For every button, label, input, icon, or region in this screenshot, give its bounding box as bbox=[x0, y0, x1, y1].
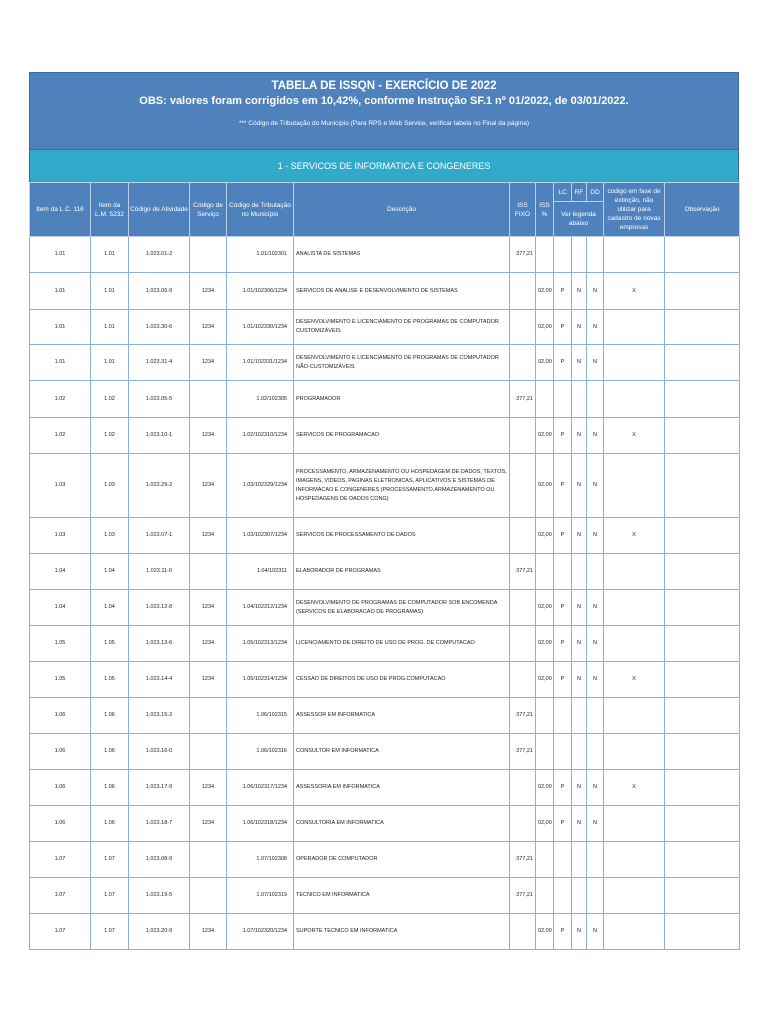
cell-rf: N bbox=[572, 518, 587, 554]
cell-iss-pct bbox=[536, 734, 554, 770]
cell-cod-tributacao: 1.07/102320/1234 bbox=[227, 914, 294, 950]
cell-rf bbox=[572, 698, 587, 734]
cell-item-lm: 1.04 bbox=[91, 590, 129, 626]
cell-descricao: OPERADOR DE COMPUTADOR bbox=[294, 842, 510, 878]
cell-extincao: X bbox=[604, 273, 665, 310]
cell-extincao bbox=[604, 310, 665, 345]
cell-item-lm: 1.02 bbox=[91, 381, 129, 418]
cell-descricao: CESSAO DE DIREITOS DE USO DE PROG.COMPUTACAO bbox=[294, 662, 510, 698]
cell-cod-atividade: 1.023.06-9 bbox=[129, 273, 190, 310]
col-cod-atividade: Código de Atividade bbox=[129, 183, 190, 237]
cell-iss-fixo bbox=[510, 454, 536, 518]
cell-cod-tributacao: 1.07/102319 bbox=[227, 878, 294, 914]
cell-rf: N bbox=[572, 914, 587, 950]
cell-cod-atividade: 1.023.19-5 bbox=[129, 878, 190, 914]
cell-item-lm: 1.01 bbox=[91, 345, 129, 381]
table-row bbox=[30, 626, 740, 662]
cell-observacao bbox=[665, 454, 740, 518]
cell-observacao bbox=[665, 310, 740, 345]
cell-lc: P bbox=[554, 626, 572, 662]
cell-iss-pct bbox=[536, 842, 554, 878]
cell-dd: N bbox=[587, 345, 604, 381]
cell-extincao bbox=[604, 734, 665, 770]
cell-item-lm: 1.01 bbox=[91, 310, 129, 345]
cell-item-lm: 1.01 bbox=[91, 273, 129, 310]
issqn-table bbox=[29, 182, 740, 950]
cell-descricao: ELABORADOR DE PROGRAMAS bbox=[294, 554, 510, 590]
cell-descricao: SUPORTE TECNICO EM INFORMATICA bbox=[294, 914, 510, 950]
cell-iss-fixo: 377,21 bbox=[510, 237, 536, 273]
cell-lc bbox=[554, 734, 572, 770]
cell-lc: P bbox=[554, 273, 572, 310]
cell-item-lc: 1.07 bbox=[30, 842, 91, 878]
cell-item-lm: 1.05 bbox=[91, 626, 129, 662]
cell-cod-atividade: 1.023.20-9 bbox=[129, 914, 190, 950]
cell-cod-tributacao: 1.04/102312/1234 bbox=[227, 590, 294, 626]
cell-iss-fixo bbox=[510, 914, 536, 950]
col-lc: LC bbox=[554, 183, 572, 202]
cell-dd: N bbox=[587, 626, 604, 662]
table-body bbox=[30, 237, 740, 950]
cell-rf bbox=[572, 734, 587, 770]
cell-cod-servico bbox=[190, 237, 227, 273]
legend-note: Ver legenda abaixo bbox=[554, 202, 604, 237]
cell-cod-atividade: 1.023.10-1 bbox=[129, 418, 190, 454]
title-block bbox=[29, 72, 739, 150]
cell-dd: N bbox=[587, 518, 604, 554]
cell-iss-pct: 02,00 bbox=[536, 914, 554, 950]
cell-rf: N bbox=[572, 806, 587, 842]
table-row bbox=[30, 590, 740, 626]
cell-item-lm: 1.01 bbox=[91, 237, 129, 273]
cell-iss-pct bbox=[536, 554, 554, 590]
cell-rf bbox=[572, 554, 587, 590]
cell-observacao bbox=[665, 878, 740, 914]
cell-observacao bbox=[665, 554, 740, 590]
cell-iss-pct: 02,00 bbox=[536, 770, 554, 806]
cell-observacao bbox=[665, 770, 740, 806]
cell-dd: N bbox=[587, 310, 604, 345]
col-item-lc: Item da L.C. 116 bbox=[30, 183, 91, 237]
cell-cod-atividade: 1.023.29-2 bbox=[129, 454, 190, 518]
cell-item-lm: 1.02 bbox=[91, 418, 129, 454]
cell-rf: N bbox=[572, 310, 587, 345]
cell-lc: P bbox=[554, 662, 572, 698]
cell-iss-fixo bbox=[510, 273, 536, 310]
cell-dd bbox=[587, 734, 604, 770]
cell-cod-servico: 1234 bbox=[190, 806, 227, 842]
cell-dd bbox=[587, 842, 604, 878]
cell-dd bbox=[587, 554, 604, 590]
cell-extincao bbox=[604, 914, 665, 950]
cell-extincao: X bbox=[604, 770, 665, 806]
cell-cod-atividade: 1.023.30-6 bbox=[129, 310, 190, 345]
table-row bbox=[30, 273, 740, 310]
cell-cod-servico: 1234 bbox=[190, 418, 227, 454]
cell-extincao bbox=[604, 626, 665, 662]
cell-item-lc: 1.06 bbox=[30, 734, 91, 770]
cell-cod-tributacao: 1.04/102311 bbox=[227, 554, 294, 590]
cell-descricao: DESENVOLVIMENTO E LICENCIAMENTO DE PROGRAMAS DE COMPUTADOR CUSTOMIZÁVEIS bbox=[294, 310, 510, 345]
cell-item-lc: 1.02 bbox=[30, 381, 91, 418]
cell-cod-tributacao: 1.03/102329/1234 bbox=[227, 454, 294, 518]
cell-rf bbox=[572, 381, 587, 418]
cell-observacao bbox=[665, 273, 740, 310]
cell-cod-atividade: 1.023.13-6 bbox=[129, 626, 190, 662]
cell-observacao bbox=[665, 590, 740, 626]
issqn-sheet bbox=[29, 72, 739, 950]
cell-observacao bbox=[665, 345, 740, 381]
cell-cod-tributacao: 1.02/102310/1234 bbox=[227, 418, 294, 454]
col-item-lm: Item da L.M. 5232 bbox=[91, 183, 129, 237]
col-cod-servico: Código de Serviço bbox=[190, 183, 227, 237]
tributacao-note: *** Código de Tributação do Município (Para RPS e Web Service, verificar tabela no Final da página) bbox=[238, 120, 529, 127]
cell-observacao bbox=[665, 806, 740, 842]
cell-extincao bbox=[604, 237, 665, 273]
cell-extincao: X bbox=[604, 418, 665, 454]
cell-item-lc: 1.02 bbox=[30, 418, 91, 454]
cell-lc: P bbox=[554, 454, 572, 518]
cell-item-lc: 1.01 bbox=[30, 345, 91, 381]
cell-descricao: SERVICOS DE PROGRAMACAO bbox=[294, 418, 510, 454]
cell-dd bbox=[587, 878, 604, 914]
cell-extincao bbox=[604, 345, 665, 381]
cell-lc: P bbox=[554, 590, 572, 626]
cell-iss-fixo: 377,21 bbox=[510, 381, 536, 418]
cell-rf: N bbox=[572, 626, 587, 662]
cell-descricao: CONSULTORIA EM INFORMATICA bbox=[294, 806, 510, 842]
cell-iss-fixo bbox=[510, 345, 536, 381]
cell-rf: N bbox=[572, 345, 587, 381]
cell-iss-pct bbox=[536, 878, 554, 914]
cell-cod-servico: 1234 bbox=[190, 454, 227, 518]
cell-rf bbox=[572, 842, 587, 878]
cell-observacao bbox=[665, 734, 740, 770]
cell-descricao: CONSULTOR EM INFORMATICA bbox=[294, 734, 510, 770]
cell-observacao bbox=[665, 418, 740, 454]
cell-iss-fixo bbox=[510, 662, 536, 698]
cell-extincao bbox=[604, 381, 665, 418]
cell-descricao: SERVICOS DE PROCESSAMENTO DE DADOS bbox=[294, 518, 510, 554]
cell-item-lc: 1.01 bbox=[30, 310, 91, 345]
cell-iss-pct: 02,00 bbox=[536, 806, 554, 842]
cell-cod-servico: 1234 bbox=[190, 770, 227, 806]
cell-lc bbox=[554, 698, 572, 734]
cell-dd: N bbox=[587, 770, 604, 806]
cell-item-lm: 1.07 bbox=[91, 914, 129, 950]
table-row bbox=[30, 734, 740, 770]
col-extincao: codigo em fase de extinção, não utilizar para cadastro de novas empresas bbox=[604, 183, 665, 237]
cell-iss-pct: 02,00 bbox=[536, 626, 554, 662]
cell-item-lc: 1.06 bbox=[30, 698, 91, 734]
cell-iss-fixo: 377,21 bbox=[510, 698, 536, 734]
cell-item-lm: 1.05 bbox=[91, 662, 129, 698]
cell-extincao bbox=[604, 554, 665, 590]
cell-lc bbox=[554, 554, 572, 590]
cell-observacao bbox=[665, 914, 740, 950]
cell-dd bbox=[587, 237, 604, 273]
cell-item-lc: 1.07 bbox=[30, 914, 91, 950]
cell-item-lc: 1.05 bbox=[30, 626, 91, 662]
cell-extincao bbox=[604, 590, 665, 626]
cell-rf bbox=[572, 237, 587, 273]
col-dd: DD bbox=[587, 183, 604, 202]
cell-item-lm: 1.06 bbox=[91, 806, 129, 842]
table-row bbox=[30, 518, 740, 554]
cell-observacao bbox=[665, 842, 740, 878]
cell-iss-pct bbox=[536, 237, 554, 273]
cell-observacao bbox=[665, 518, 740, 554]
cell-lc: P bbox=[554, 310, 572, 345]
cell-rf: N bbox=[572, 770, 587, 806]
cell-lc: P bbox=[554, 518, 572, 554]
table-row bbox=[30, 662, 740, 698]
cell-descricao: ASSESSOR EM INFORMATICA bbox=[294, 698, 510, 734]
cell-item-lc: 1.01 bbox=[30, 273, 91, 310]
table-row bbox=[30, 770, 740, 806]
cell-iss-fixo bbox=[510, 418, 536, 454]
cell-observacao bbox=[665, 626, 740, 662]
cell-item-lc: 1.04 bbox=[30, 590, 91, 626]
cell-iss-fixo bbox=[510, 626, 536, 662]
cell-observacao bbox=[665, 381, 740, 418]
cell-cod-atividade: 1.023.05-5 bbox=[129, 381, 190, 418]
page-title: TABELA DE ISSQN - EXERCÍCIO DE 2022 bbox=[271, 80, 497, 92]
cell-extincao bbox=[604, 698, 665, 734]
cell-cod-tributacao: 1.03/102307/1234 bbox=[227, 518, 294, 554]
cell-cod-tributacao: 1.01/102301 bbox=[227, 237, 294, 273]
cell-rf bbox=[572, 878, 587, 914]
cell-cod-servico: 1234 bbox=[190, 273, 227, 310]
cell-cod-tributacao: 1.06/102318/1234 bbox=[227, 806, 294, 842]
table-row bbox=[30, 310, 740, 345]
cell-extincao bbox=[604, 878, 665, 914]
cell-iss-pct: 02,00 bbox=[536, 454, 554, 518]
cell-dd: N bbox=[587, 590, 604, 626]
col-rf: RF bbox=[572, 183, 587, 202]
cell-descricao: PROGRAMADOR bbox=[294, 381, 510, 418]
cell-lc: P bbox=[554, 770, 572, 806]
cell-descricao: SERVICOS DE ANALISE E DESENVOLVIMENTO DE SISTEMAS bbox=[294, 273, 510, 310]
cell-extincao: X bbox=[604, 662, 665, 698]
cell-cod-servico bbox=[190, 381, 227, 418]
cell-cod-servico: 1234 bbox=[190, 626, 227, 662]
cell-item-lm: 1.03 bbox=[91, 518, 129, 554]
table-row bbox=[30, 842, 740, 878]
cell-lc bbox=[554, 237, 572, 273]
cell-lc: P bbox=[554, 806, 572, 842]
cell-cod-atividade: 1.023.14-4 bbox=[129, 662, 190, 698]
cell-cod-tributacao: 1.01/102330/1234 bbox=[227, 310, 294, 345]
cell-cod-atividade: 1.023.08-9 bbox=[129, 842, 190, 878]
cell-item-lm: 1.03 bbox=[91, 454, 129, 518]
cell-cod-tributacao: 1.05/102314/1234 bbox=[227, 662, 294, 698]
cell-dd bbox=[587, 381, 604, 418]
cell-iss-fixo bbox=[510, 590, 536, 626]
cell-cod-tributacao: 1.06/102317/1234 bbox=[227, 770, 294, 806]
cell-item-lm: 1.06 bbox=[91, 698, 129, 734]
cell-cod-atividade: 1.023.12-8 bbox=[129, 590, 190, 626]
cell-iss-fixo bbox=[510, 310, 536, 345]
table-row bbox=[30, 345, 740, 381]
cell-extincao bbox=[604, 454, 665, 518]
table-row bbox=[30, 554, 740, 590]
cell-iss-pct bbox=[536, 698, 554, 734]
cell-item-lc: 1.03 bbox=[30, 454, 91, 518]
table-row bbox=[30, 381, 740, 418]
cell-descricao: PROCESSAMENTO, ARMAZENAMENTO OU HOSPEDAGEM DE DADOS, TEXTOS, IMAGENS, VIDEOS, PAGINAS ELETRONICAS, APLICATIVOS E SISTEMAS DE INFORMACAO E CONGENERES (PROCESSAMENTO,ARMAZENAMENTO OU HOSPEDAGENS DE DADOS CONG) bbox=[294, 454, 510, 518]
cell-item-lm: 1.06 bbox=[91, 734, 129, 770]
cell-descricao: TECNICO EM INFORMATICA bbox=[294, 878, 510, 914]
cell-cod-servico bbox=[190, 734, 227, 770]
cell-descricao: ASSESSORIA EM INFORMATICA bbox=[294, 770, 510, 806]
cell-iss-pct: 02,00 bbox=[536, 345, 554, 381]
cell-iss-pct: 02,00 bbox=[536, 310, 554, 345]
cell-cod-servico bbox=[190, 878, 227, 914]
cell-extincao bbox=[604, 842, 665, 878]
cell-cod-servico bbox=[190, 698, 227, 734]
cell-lc bbox=[554, 381, 572, 418]
cell-iss-fixo: 377,21 bbox=[510, 734, 536, 770]
col-observacao: Observação bbox=[665, 183, 740, 237]
cell-item-lm: 1.07 bbox=[91, 842, 129, 878]
cell-cod-tributacao: 1.05/102313/1234 bbox=[227, 626, 294, 662]
cell-iss-pct bbox=[536, 381, 554, 418]
table-row bbox=[30, 698, 740, 734]
cell-cod-tributacao: 1.06/102316 bbox=[227, 734, 294, 770]
cell-cod-atividade: 1.023.07-1 bbox=[129, 518, 190, 554]
cell-dd: N bbox=[587, 273, 604, 310]
cell-observacao bbox=[665, 662, 740, 698]
cell-cod-tributacao: 1.01/102306/1234 bbox=[227, 273, 294, 310]
cell-lc: P bbox=[554, 345, 572, 381]
cell-cod-tributacao: 1.06/102315 bbox=[227, 698, 294, 734]
cell-extincao bbox=[604, 806, 665, 842]
cell-cod-atividade: 1.023.16-0 bbox=[129, 734, 190, 770]
cell-dd: N bbox=[587, 454, 604, 518]
section-title: 1 - SERVICOS DE INFORMATICA E CONGENERES bbox=[29, 150, 739, 182]
cell-iss-fixo bbox=[510, 770, 536, 806]
cell-iss-pct: 02,00 bbox=[536, 273, 554, 310]
cell-iss-pct: 02,00 bbox=[536, 418, 554, 454]
cell-lc bbox=[554, 842, 572, 878]
cell-cod-servico: 1234 bbox=[190, 590, 227, 626]
cell-cod-atividade: 1.023.31-4 bbox=[129, 345, 190, 381]
cell-cod-servico bbox=[190, 842, 227, 878]
table-row bbox=[30, 454, 740, 518]
table-row bbox=[30, 914, 740, 950]
cell-cod-servico: 1234 bbox=[190, 518, 227, 554]
cell-cod-atividade: 1.023.15-2 bbox=[129, 698, 190, 734]
cell-dd bbox=[587, 698, 604, 734]
cell-iss-pct: 02,00 bbox=[536, 590, 554, 626]
table-row bbox=[30, 878, 740, 914]
cell-cod-atividade: 1.023.17-9 bbox=[129, 770, 190, 806]
table-row bbox=[30, 806, 740, 842]
cell-iss-fixo bbox=[510, 518, 536, 554]
cell-dd: N bbox=[587, 662, 604, 698]
cell-item-lm: 1.07 bbox=[91, 878, 129, 914]
col-iss-fixo: ISS FIXO bbox=[510, 183, 536, 237]
cell-iss-fixo: 377,21 bbox=[510, 878, 536, 914]
table-row bbox=[30, 418, 740, 454]
cell-descricao: DESENVOLVIMENTO E LICENCIAMENTO DE PROGRAMAS DE COMPUTADOR NÃO-CUSTOMIZÁVEIS bbox=[294, 345, 510, 381]
cell-item-lm: 1.06 bbox=[91, 770, 129, 806]
obs-line: OBS: valores foram corrigidos em 10,42%, conforme Instrução SF.1 nº 01/2022, de 03/01/2022. bbox=[139, 95, 629, 107]
cell-cod-servico bbox=[190, 554, 227, 590]
cell-item-lm: 1.04 bbox=[91, 554, 129, 590]
cell-dd: N bbox=[587, 806, 604, 842]
cell-descricao: DESENVOLVIMENTO DE PROGRAMAS DE COMPUTADOR SOB ENCOMENDA (SERVICOS DE ELABORACAO DE PROGRAMAS) bbox=[294, 590, 510, 626]
col-descricao: Descrição bbox=[294, 183, 510, 237]
cell-dd: N bbox=[587, 418, 604, 454]
cell-cod-tributacao: 1.02/102305 bbox=[227, 381, 294, 418]
cell-observacao bbox=[665, 698, 740, 734]
cell-cod-atividade: 1.023.11-0 bbox=[129, 554, 190, 590]
cell-rf: N bbox=[572, 590, 587, 626]
cell-iss-pct: 02,00 bbox=[536, 662, 554, 698]
cell-lc: P bbox=[554, 914, 572, 950]
cell-iss-fixo: 377,21 bbox=[510, 842, 536, 878]
cell-iss-pct: 02,00 bbox=[536, 518, 554, 554]
cell-item-lc: 1.06 bbox=[30, 806, 91, 842]
cell-cod-atividade: 1.023.01-2 bbox=[129, 237, 190, 273]
cell-item-lc: 1.06 bbox=[30, 770, 91, 806]
cell-item-lc: 1.05 bbox=[30, 662, 91, 698]
cell-iss-fixo bbox=[510, 806, 536, 842]
col-cod-tributacao: Código de Tributação no Município bbox=[227, 183, 294, 237]
table-row bbox=[30, 237, 740, 273]
col-iss-pct: ISS % bbox=[536, 183, 554, 237]
cell-lc: P bbox=[554, 418, 572, 454]
cell-cod-tributacao: 1.01/102331/1234 bbox=[227, 345, 294, 381]
cell-descricao: LICENCIAMENTO DE DIREITO DE USO DE PROG. DE COMPUTACAO bbox=[294, 626, 510, 662]
cell-cod-servico: 1234 bbox=[190, 662, 227, 698]
cell-lc bbox=[554, 878, 572, 914]
cell-extincao: X bbox=[604, 518, 665, 554]
cell-cod-servico: 1234 bbox=[190, 310, 227, 345]
cell-item-lc: 1.07 bbox=[30, 878, 91, 914]
cell-cod-servico: 1234 bbox=[190, 345, 227, 381]
cell-descricao: ANALISTA DE SISTEMAS bbox=[294, 237, 510, 273]
cell-cod-atividade: 1.023.18-7 bbox=[129, 806, 190, 842]
cell-rf: N bbox=[572, 454, 587, 518]
cell-rf: N bbox=[572, 418, 587, 454]
cell-item-lc: 1.04 bbox=[30, 554, 91, 590]
cell-dd: N bbox=[587, 914, 604, 950]
cell-item-lc: 1.01 bbox=[30, 237, 91, 273]
cell-rf: N bbox=[572, 662, 587, 698]
cell-iss-fixo: 377,21 bbox=[510, 554, 536, 590]
cell-rf: N bbox=[572, 273, 587, 310]
cell-item-lc: 1.03 bbox=[30, 518, 91, 554]
cell-cod-servico: 1234 bbox=[190, 914, 227, 950]
cell-cod-tributacao: 1.07/102308 bbox=[227, 842, 294, 878]
cell-observacao bbox=[665, 237, 740, 273]
